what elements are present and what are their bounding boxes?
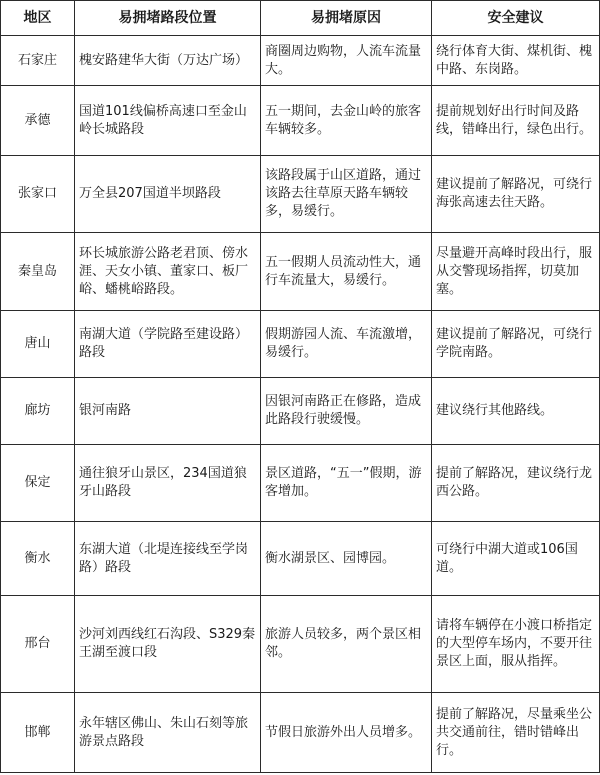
location-cell: 槐安路建华大街（万达广场） (75, 36, 261, 86)
advice-cell: 建议提前了解路况，可绕行学院南路。 (432, 311, 600, 378)
header-location: 易拥堵路段位置 (75, 1, 261, 36)
region-cell: 廊坊 (1, 378, 75, 445)
region-cell: 承德 (1, 86, 75, 156)
table-row (1, 445, 600, 522)
advice-cell: 提前了解路况，尽量乘坐公共交通前往，错时错峰出行。 (432, 693, 600, 773)
region-cell: 唐山 (1, 311, 75, 378)
table-row (1, 596, 600, 693)
advice-cell: 建议提前了解路况，可绕行海张高速去往天路。 (432, 156, 600, 233)
location-cell: 通往狼牙山景区，234国道狼牙山路段 (75, 445, 261, 522)
reason-cell: 旅游人员较多，两个景区相邻。 (261, 596, 432, 693)
advice-cell: 提前规划好出行时间及路线，错峰出行，绿色出行。 (432, 86, 600, 156)
table-row (1, 86, 600, 156)
reason-cell: 该路段属于山区道路，通过该路去往草原天路车辆较多，易缓行。 (261, 156, 432, 233)
advice-cell: 请将车辆停在小渡口桥指定的大型停车场内，不要开往景区上面，服从指挥。 (432, 596, 600, 693)
table-row (1, 522, 600, 596)
location-cell: 环长城旅游公路老君顶、傍水涯、天女小镇、董家口、板厂峪、蟠桃峪路段。 (75, 233, 261, 311)
advice-cell: 提前了解路况，建议绕行龙西公路。 (432, 445, 600, 522)
location-cell: 东湖大道（北堤连接线至学岗路）路段 (75, 522, 261, 596)
advice-cell: 建议绕行其他路线。 (432, 378, 600, 445)
reason-cell: 商圈周边购物，人流车流量大。 (261, 36, 432, 86)
reason-cell: 因银河南路正在修路，造成此路段行驶缓慢。 (261, 378, 432, 445)
table-row (1, 36, 600, 86)
location-cell: 银河南路 (75, 378, 261, 445)
header-region: 地区 (1, 1, 75, 36)
reason-cell: 五一期间，去金山岭的旅客车辆较多。 (261, 86, 432, 156)
reason-cell: 节假日旅游外出人员增多。 (261, 693, 432, 773)
region-cell: 邯郸 (1, 693, 75, 773)
header-reason: 易拥堵原因 (261, 1, 432, 36)
location-cell: 国道101线偏桥高速口至金山岭长城路段 (75, 86, 261, 156)
region-cell: 邢台 (1, 596, 75, 693)
reason-cell: 假期游园人流、车流激增，易缓行。 (261, 311, 432, 378)
table-row (1, 156, 600, 233)
header-advice: 安全建议 (432, 1, 600, 36)
location-cell: 万全县207国道半坝路段 (75, 156, 261, 233)
reason-cell: 五一假期人员流动性大，通行车流量大，易缓行。 (261, 233, 432, 311)
location-cell: 永年辖区佛山、朱山石刻等旅游景点路段 (75, 693, 261, 773)
region-cell: 衡水 (1, 522, 75, 596)
location-cell: 沙河刘西线红石沟段、S329秦王湖至渡口段 (75, 596, 261, 693)
table-row (1, 693, 600, 773)
location-cell: 南湖大道（学院路至建设路）路段 (75, 311, 261, 378)
reason-cell: 衡水湖景区、园博园。 (261, 522, 432, 596)
table-row (1, 378, 600, 445)
table-row (1, 311, 600, 378)
region-cell: 保定 (1, 445, 75, 522)
region-cell: 张家口 (1, 156, 75, 233)
region-cell: 石家庄 (1, 36, 75, 86)
advice-cell: 尽量避开高峰时段出行，服从交警现场指挥，切莫加塞。 (432, 233, 600, 311)
table-header-row (1, 1, 600, 36)
region-cell: 秦皇岛 (1, 233, 75, 311)
advice-cell: 可绕行中湖大道或106国道。 (432, 522, 600, 596)
advice-cell: 绕行体育大街、煤机街、槐中路、东岗路。 (432, 36, 600, 86)
reason-cell: 景区道路，“五一”假期，游客增加。 (261, 445, 432, 522)
table-row (1, 233, 600, 311)
